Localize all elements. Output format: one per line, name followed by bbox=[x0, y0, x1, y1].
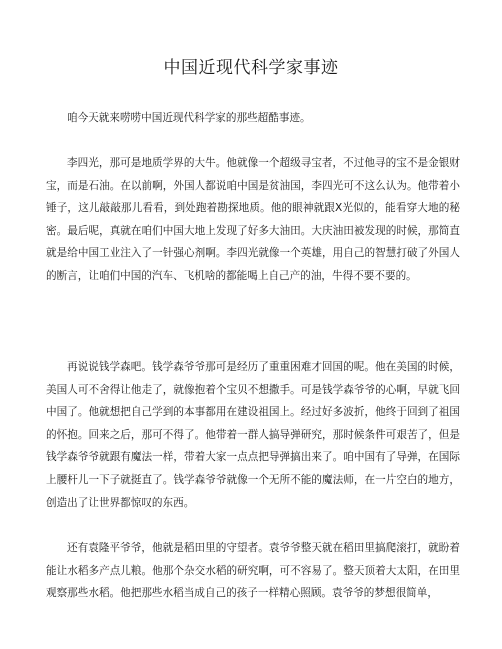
paragraph-li-siguang: 李四光，那可是地质学界的大牛。他就像一个超级寻宝者，不过他寻的宝不是金银财宝，而是石油。在以前啊，外国人都说咱中国是贫油国，李四光可不这么认为。他带着小锤子，这儿敲敲那儿看看，到处跑着勘探地质。他的眼神就跟X光似的，能看穿大地的秘密。最后呢，真就在咱们中国大地上发现了好多大油田。大庆油田被发现的时候，那简直就是给中国工业注入了一针强心剂啊。李四光就像一个英雄，用自己的智慧打破了外国人的断言，让咱们中国的汽车、飞机啥的都能喝上自己产的油，牛得不要不要的。 bbox=[46, 157, 460, 282]
paragraph-qian-xuesen: 再说说钱学森吧。钱学森爷爷那可是经历了重重困难才回国的呢。他在美国的时候，美国人可不舍得让他走了，就像抱着个宝贝不想撒手。可是钱学森爷爷的心啊，早就飞回中国了。他就想把自己学到的本事都用在建设祖国上。经过好多波折，他终于回到了祖国的怀抱。回来之后，那可不得了。他带着一群人搞导弹研究，那时候条件可艰苦了，但是钱学森爷爷就跟有魔法一样，带着大家一点点把导弹搞出来了。咱中国有了导弹，在国际上腰杆儿一下子就挺直了。钱学森爷爷就像一个无所不能的魔法师，在一片空白的地方，创造出了让世界都惊叹的东西。 bbox=[46, 361, 460, 509]
paragraph-yuan-longping: 还有袁隆平爷爷，他就是稻田里的守望者。袁爷爷整天就在稻田里搞爬滚打，就盼着能让水稻多产点儿粮。他那个杂交水稻的研究啊，可不容易了。整天顶着大太阳，在田里观察那些水稻。他把那些水稻当成自己的孩子一样精心照顾。袁爷爷的梦想很简单， bbox=[46, 542, 460, 600]
document-title: 中国近现代科学家事迹 bbox=[163, 58, 339, 78]
intro-paragraph: 咱今天就来唠唠中国近现代科学家的那些超酷事迹。 bbox=[67, 112, 311, 124]
